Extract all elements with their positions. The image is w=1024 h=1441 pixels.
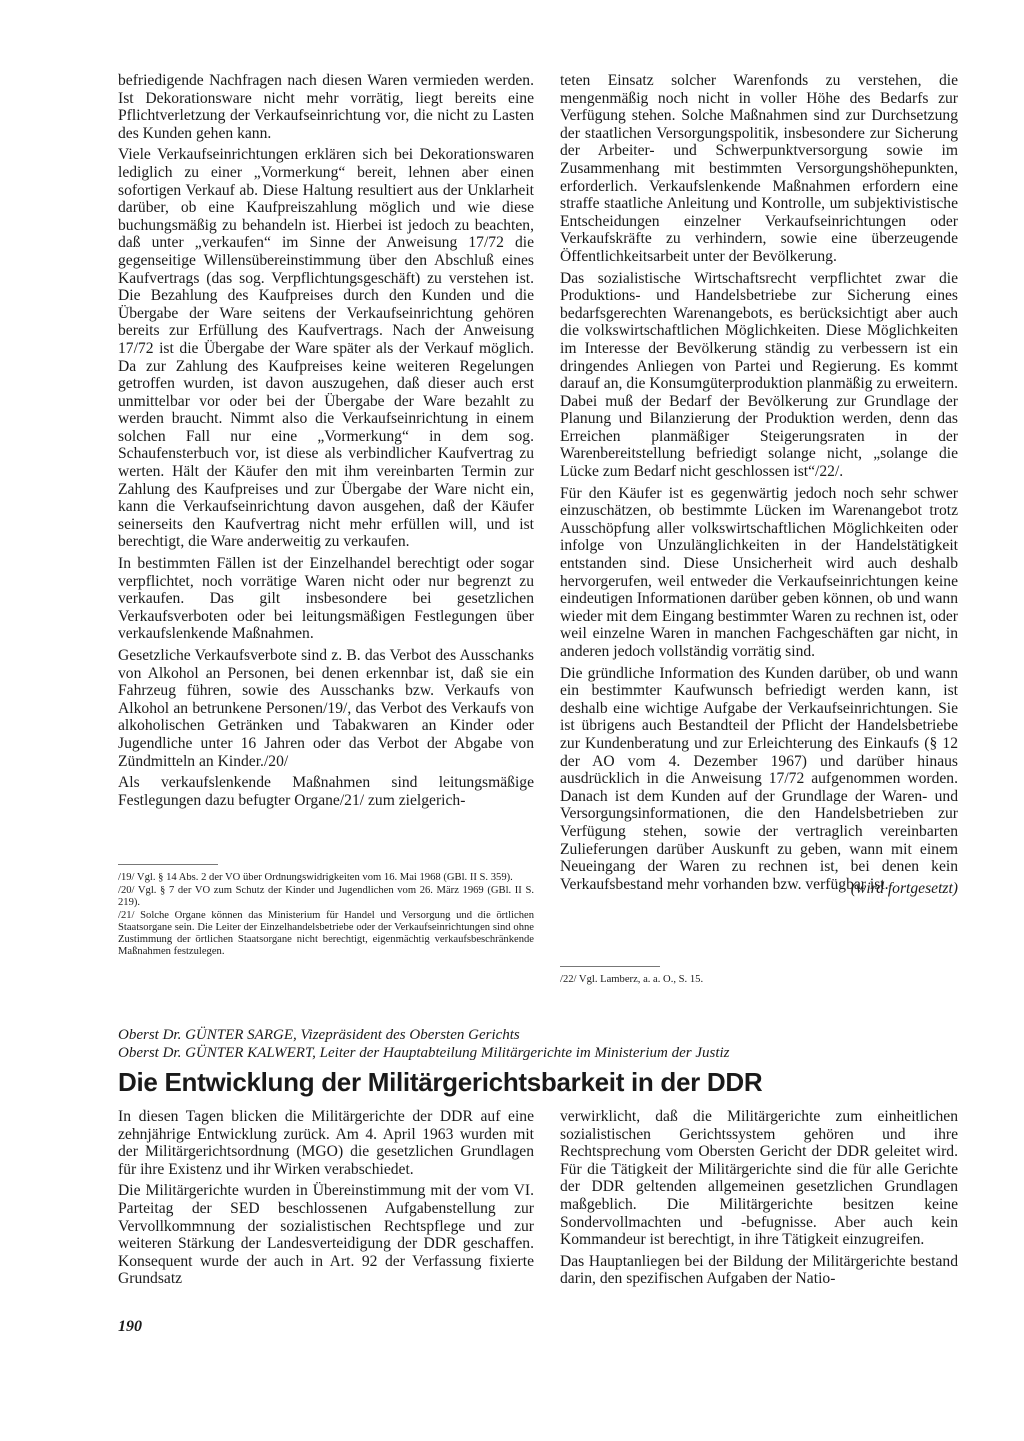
paragraph: teten Einsatz solcher Warenfonds zu verstehen, die mengenmäßig noch nicht in voller Höhe des Bedarfs zur Verfügung stehen. Solche Maßnahmen sind zur Durchsetzung der staatlichen Versorgungspolitik, insbesondere zur Sicherung der Arbeiter- und Schwerpunktversorgung sowie im Zusammenhang mit bestimmten Versorgungshöhepunkten, erforderlich. Verkaufslenkende Maßnahmen erfordern eine straffe staatliche Anleitung und Kontrolle, um subjektivistische Entscheidungen einzelner Verkaufseinrichtungen oder Verkaufskräfte zu verhindern, sowie eine überzeugende Öffentlichkeitsarbeit unter der Bevölkerung. [560,72,958,265]
left-column-top [118,72,534,813]
paragraph: Die Militärgerichte wurden in Übereinstimmung mit der vom VI. Parteitag der SED beschlossenen Aufgabenstellung zur Vervollkommnung der sozialistischen Rechtspflege und zur weiteren Stärkung der Landesverteidigung der DDR geschaffen. Konsequent wurde der auch in Art. 92 der Verfassung fixierte Grundsatz [118,1182,534,1288]
paragraph: In diesen Tagen blicken die Militärgerichte der DDR auf eine zehnjährige Entwicklung zurück. Am 4. April 1963 wurden mit der Militärgerichtsordnung (MGO) die gesetzlichen Grundlagen für ihre Existenz und ihr Wirken verabschiedet. [118,1108,534,1178]
footnote: /20/ Vgl. § 7 der VO zum Schutz der Kinder und Jugendlichen vom 26. März 1969 (GBl. II S. 219). [118,885,534,908]
footnote: /22/ Vgl. Lamberz, a. a. O., S. 15. [560,974,704,985]
paragraph: Das Hauptanliegen bei der Bildung der Militärgerichte bestand darin, den spezifischen Aufgaben der Natio- [560,1252,958,1288]
footnotes-right [560,974,958,987]
footnote-divider [118,864,218,865]
paragraph: verwirklicht, daß die Militärgerichte zum einheitlichen sozialistischen Gerichtssystem gehören und ihre Rechtsprechung vom Obersten Gericht der DDR geleitet wird. Für die Tätigkeit der Militärgerichte sind die für alle Gerichte der DDR geltenden allgemeinen gesetzlichen Grundlagen maßgeblich. Die Militärgerichte besitzen keine Sondervollmachten und -befugnisse. Aber auch kein Kommandeur ist berechtigt, in ihre Tätigkeit einzugreifen. [560,1108,958,1249]
paragraph: Die gründliche Information des Kunden darüber, ob und wann ein bestimmter Kaufwunsch befriedigt werden kann, ist deshalb eine wichtige Aufgabe der Verkaufseinrichtungen. Sie ist übrigens auch Bestandteil der Pflicht der Handelsbetriebe zur Kundenberatung und zur Erleichterung des Einkaufs (§ 12 der AO vom 4. Dezember 1967) und darüber hinaus ausdrücklich in die Anweisung 17/72 aufgenommen worden. Danach ist dem Kunden auf der Grundlage der Waren- und Versorgungsinformationen, die den Handelsbetrieben zur Verfügung stehen, sowie der vertraglich vereinbarten Zulieferungen darüber Auskunft zu geben, wann mit einem Neueingang der Waren zu rechnen ist, bei denen kein Verkaufsbestand mehr vorhanden bzw. verfügbar ist. [560,664,958,893]
footnotes-left [118,872,534,959]
article-right-column [560,1108,958,1292]
paragraph: Für den Käufer ist es gegenwärtig jedoch noch sehr schwer einzuschätzen, ob bestimmte Lücken im Warenangebot trotz Ausschöpfung aller volkswirtschaftlichen Möglichkeiten oder infolge von Unzulänglichkeiten in der Handelstätigkeit entstanden sind. Diese Unsicherheit wird auch deshalb hervorgerufen, weil entweder die Verkaufseinrichtungen keine eindeutigen Informationen darüber geben können, ob und wann wieder mit dem Eingang bestimmter Waren zu rechnen ist, oder weil einzelne Waren in manchen Fachgeschäften gar nicht, in anderen jedoch vollständig vorrätig sind. [560,484,958,660]
paragraph: befriedigende Nachfragen nach diesen Waren vermieden werden. Ist Dekorationsware nicht mehr vorrätig, liegt bereits eine Pflichtverletzung der Verkaufseinrichtung vor, die nicht zu Lasten des Kunden gehen kann. [118,72,534,142]
article-left-column [118,1108,534,1292]
author-line: Oberst Dr. GÜNTER SARGE, Vizepräsident des Obersten Gerichts [118,1027,520,1043]
paragraph: In bestimmten Fällen ist der Einzelhandel berechtigt oder sogar verpflichtet, noch vorrätige Waren nicht oder nur begrenzt zu verkaufen. Das gilt insbesondere bei gesetzlichen Verkaufsverboten oder bei leitungsmäßigen Festlegungen über verkaufslenkende Maßnahmen. [118,555,534,643]
paragraph: Viele Verkaufseinrichtungen erklären sich bei Dekorationswaren lediglich zu einer „Vormerkung“ bereit, lehnen aber einen sofortigen Verkauf ab. Diese Haltung resultiert aus der Unklarheit darüber, ob eine Kaufpreiszahlung möglich und wie diese buchungsmäßig zu behandeln ist. Hierbei ist jedoch zu beachten, daß unter „verkaufen“ im Sinne der Anweisung 17/72 die gegenseitige Willensübereinstimmung über den Abschluß eines Kaufvertrags (das sog. Verpflichtungsgeschäft) zu verstehen ist. Die Bezahlung des Kaufpreises durch den Kunden und die Übergabe der Ware seitens der Verkaufseinrichtung gehören bereits zur Erfüllung des Kaufvertrags. Nach der Anweisung 17/72 ist die Übergabe der Ware später als der Verkauf möglich. Da zur Zahlung des Kaufpreises keine weiteren Regelungen getroffen wurden, ist davon auszugehen, daß dieser auch erst unmittelbar vor oder bei der Übergabe der Ware bezahlt zu werden braucht. Nimmt also die Verkaufseinrichtung in einem solchen Fall nur eine „Vormerkung“ in dem sog. Schaufensterbuch vor, ist diese als verbindlicher Kaufvertrag zu werten. Hält der Käufer den mit ihm vereinbarten Termin zur Zahlung des Kaufpreises und zur Übergabe der Ware nicht ein, kann die Verkaufseinrichtung davon ausgehen, daß der Käufer seinerseits den Kaufvertrag nicht mehr erfüllen will, und ist berechtigt, die Ware anderweitig zu verkaufen. [118,146,534,551]
article-title: Die Entwicklung der Militärgerichtsbarkeit in der DDR [118,1067,763,1097]
paragraph: Das sozialistische Wirtschaftsrecht verpflichtet zwar die Produktions- und Handelsbetriebe zur Sicherung eines bedarfsgerechten Warenangebots, es berücksichtigt aber auch die volkswirtschaftlichen Möglichkeiten. Diese Möglichkeiten im Interesse der Bevölkerung ständig zu verbessern ist ein dringendes Anliegen von Partei und Regierung. Es kommt darauf an, die Konsumgüterproduktion planmäßig zu erweitern. Dabei muß der Bedarf der Bevölkerung zur Grundlage der Planung und Bilanzierung der Produktion werden, denn das Erreichen planmäßiger Steigerungsraten in der Warenbereitstellung befriedigt solange nicht, „solange die Lücke zum Bedarf nicht geschlossen ist“/22/. [560,269,958,481]
article-authors [118,1026,958,1062]
author-line: Oberst Dr. GÜNTER KALWERT, Leiter der Hauptabteilung Militärgerichte im Ministerium der Justiz [118,1045,730,1061]
paragraph: Als verkaufslenkende Maßnahmen sind leitungsmäßige Festlegungen dazu befugter Organe/21/ zum zielgerich- [118,774,534,809]
footnote: /21/ Solche Organe können das Ministerium für Handel und Versorgung und die örtlichen Staatsorgane sein. Die Leiter der Einzelhandelsbetriebe oder der Verkaufseinrichtungen sind ohne Zustimmung der örtlichen Staatsorgane nicht berechtigt, eigenmächtig verkaufsbeschränkende Maßnahmen festzulegen. [118,910,534,957]
page-number: 190 [118,1318,142,1335]
footnote-divider [560,966,660,967]
right-column-top [560,72,958,898]
paragraph: Gesetzliche Verkaufsverbote sind z. B. das Verbot des Ausschanks von Alkohol an Personen, bei denen erkennbar ist, daß sie ein Fahrzeug führen, sowie des Ausschanks bzw. Verkaufs von Alkohol an betrunkene Personen/19/, das Verbot des Verkaufs von alkoholischen Getränken und Tabakwaren an Kinder oder Jugendliche unter 16 Jahren oder das Verbot der Abgabe von Zündmitteln an Kinder./20/ [118,647,534,770]
footnote: /19/ Vgl. § 14 Abs. 2 der VO über Ordnungswidrigkeiten vom 16. Mai 1968 (GBl. II S. 359). [118,872,513,883]
continued-note: (wird fortgesetzt) [850,880,958,898]
